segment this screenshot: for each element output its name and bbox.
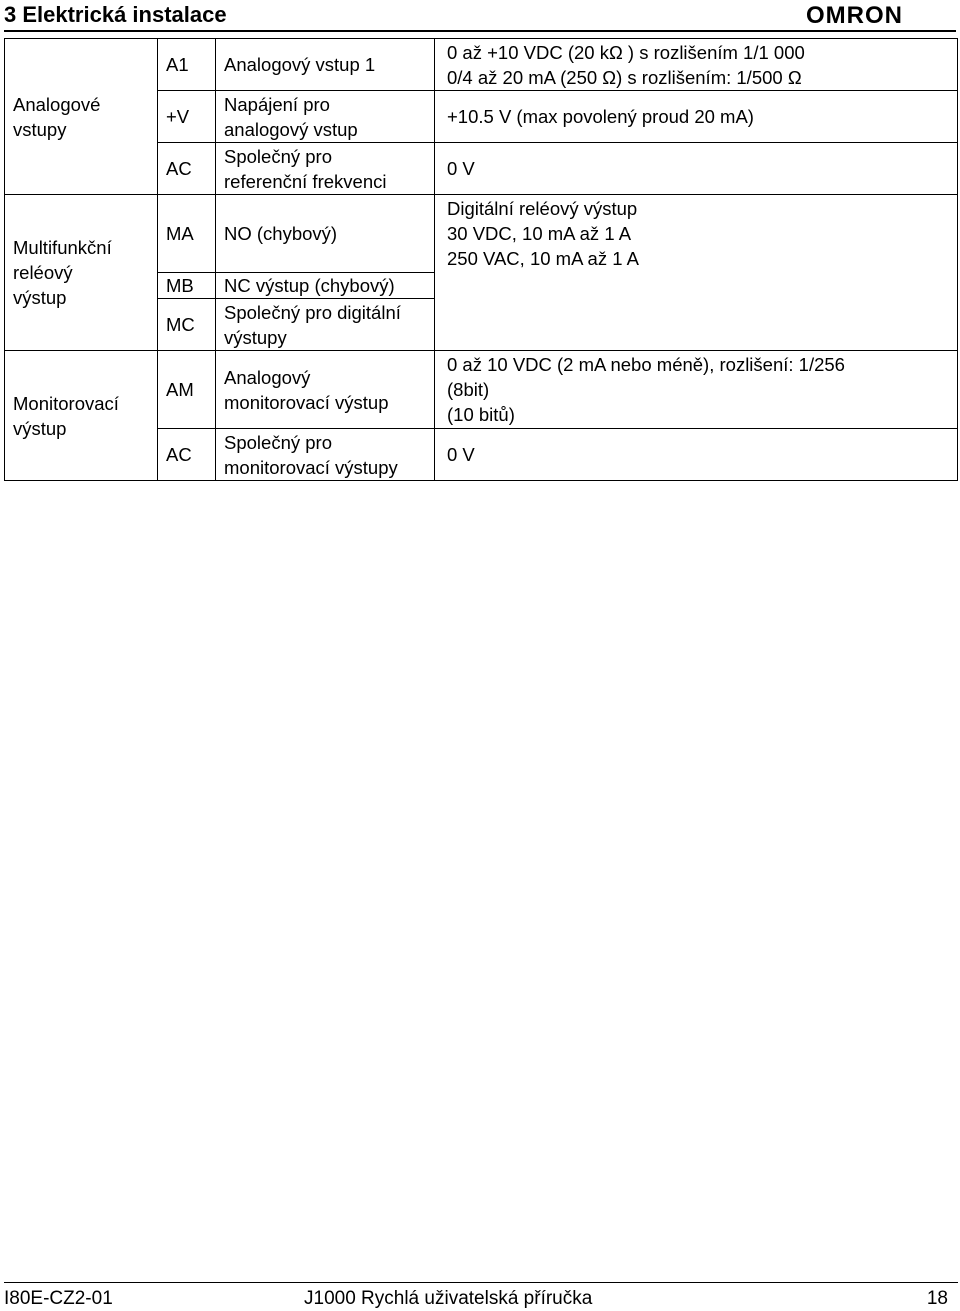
- function-cell: Analogový monitorovací výstup: [216, 351, 435, 429]
- terminal-spec-table: [4, 38, 958, 481]
- spec-cell: +10.5 V (max povolený proud 20 mA): [435, 91, 958, 143]
- terminal-cell: +V: [158, 91, 216, 143]
- section-title: 3 Elektrická instalace: [4, 2, 227, 27]
- spec-cell: 0 až +10 VDC (20 kΩ ) s rozlišením 1/1 000 0/4 až 20 mA (250 Ω) s rozlišením: 1/500 Ω: [435, 39, 958, 91]
- omron-logo: OMRON: [806, 2, 903, 29]
- page-header: [0, 0, 960, 34]
- footer-divider: [4, 1282, 958, 1283]
- function-cell: Napájení pro analogový vstup: [216, 91, 435, 143]
- terminal-cell: MC: [158, 299, 216, 351]
- spec-cell: 0 V: [435, 143, 958, 195]
- function-cell: NO (chybový): [216, 195, 435, 273]
- group-label: Analogové vstupy: [5, 39, 158, 195]
- spec-cell: 0 až 10 VDC (2 mA nebo méně), rozlišení: 1/256 (8bit) (10 bitů): [435, 351, 958, 429]
- function-cell: NC výstup (chybový): [216, 273, 435, 299]
- table-row: [5, 351, 958, 429]
- page-number: 18: [926, 1288, 948, 1309]
- function-cell: Analogový vstup 1: [216, 39, 435, 91]
- function-cell: Společný pro monitorovací výstupy: [216, 429, 435, 481]
- terminal-cell: AM: [158, 351, 216, 429]
- function-cell: Společný pro referenční frekvenci: [216, 143, 435, 195]
- group-label: Monitorovací výstup: [5, 351, 158, 481]
- header-divider: [4, 30, 956, 32]
- terminal-cell: MB: [158, 273, 216, 299]
- document-code: I80E-CZ2-01: [4, 1288, 113, 1309]
- page-footer: [0, 1278, 960, 1311]
- table-row: [5, 195, 958, 273]
- terminal-cell: A1: [158, 39, 216, 91]
- spec-cell: 0 V: [435, 429, 958, 481]
- spec-cell: Digitální reléový výstup 30 VDC, 10 mA až 1 A 250 VAC, 10 mA až 1 A: [435, 195, 958, 351]
- terminal-cell: AC: [158, 143, 216, 195]
- table-row: [5, 39, 958, 91]
- terminal-cell: MA: [158, 195, 216, 273]
- function-cell: Společný pro digitální výstupy: [216, 299, 435, 351]
- terminal-cell: AC: [158, 429, 216, 481]
- group-label: Multifunkční reléový výstup: [5, 195, 158, 351]
- document-title: J1000 Rychlá uživatelská příručka: [304, 1288, 593, 1309]
